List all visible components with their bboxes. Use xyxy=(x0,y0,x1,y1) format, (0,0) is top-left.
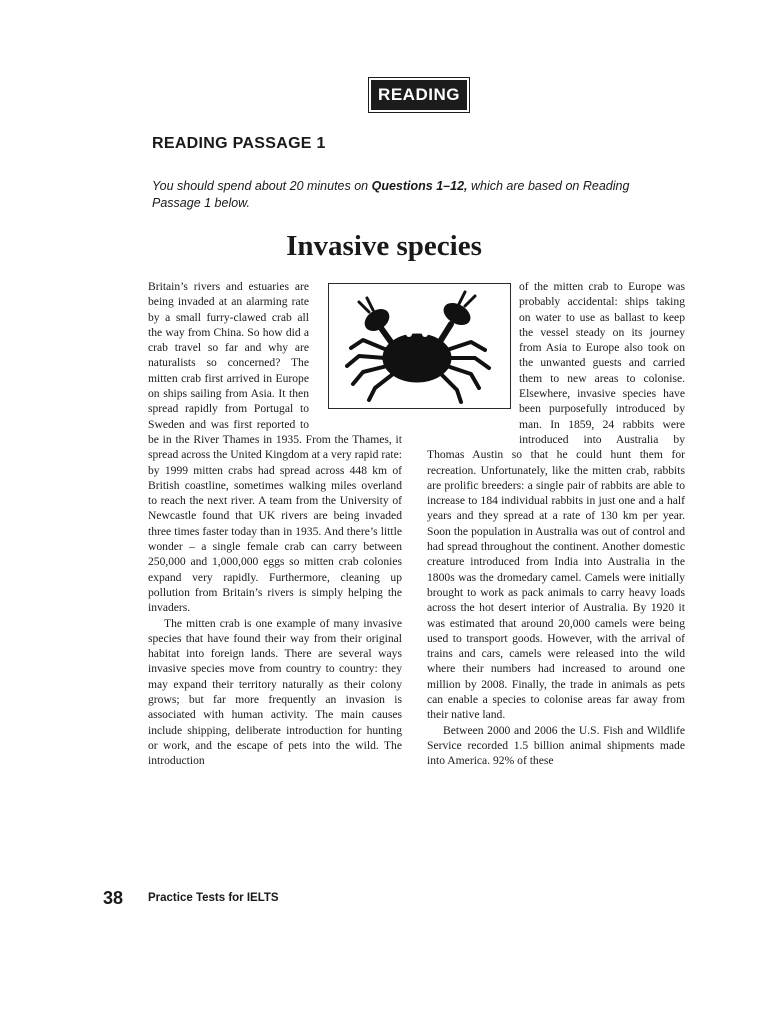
section-label: READING xyxy=(371,80,467,110)
page-number: 38 xyxy=(103,888,124,908)
instructions xyxy=(152,178,672,212)
mitten-crab-figure xyxy=(328,283,511,409)
article-title: Invasive species xyxy=(286,230,482,262)
crab-icon xyxy=(329,284,512,410)
article-paragraph: of the mitten crab to Europe was probably accidental: ships taking on water to use as ballast to keep the vessel steady on its journey from Asia to Europe also took on the unwanted guests and carried them to new areas to colonise. Elsewhere, invasive species have been purposefully introduced by man. In 1859, 24 rabbits were introduced into Australia by Thomas Austin so that he could hunt them for recreation. Unfortunately, like the mitten crab, rabbits are prolific breeders: a single pair of rabbits are able to increase to 184 individual rabbits in just one and a half years and they spread at a rate of 130 km per year. Soon the population in Australia was out of control and had spread throughout the continent. Another domestic creature introduced from India into Australia in the 1800s was the dromedary camel. Camels were initially brought to work as pack animals to carry heavy loads across the hot desert interior of Australia. By 1920 it was estimated that around 20,000 camels were being used to transport goods. However, with the arrival of trains and cars, camels were released into the wild where their numbers had increased to around one million by 2008. Finally, the trade in animals as pets can enable a species to colonise areas far away from their native land. xyxy=(427,280,685,722)
article-paragraph: Britain’s rivers and estuaries are being invaded at an alarming rate by a small furry-clawed crab all the way from China. So how did a crab travel so far and why are naturalists so concerned? The mitten crab first arrived in Europe on ships sailing from Asia. It then spread rapidly from Portugal to Sweden and was first reported to be in the River Thames in 1935. From the Thames, it spread across the United Kingdom at a very rapid rate: by 1999 mitten crabs had spread across 448 km of British coastline, sometimes walking miles overland to reach the next river. A team from the University of Newcastle found that UK rivers are being invaded three times faster today than in 1935. And there’s little wonder – a single female crab can carry between 250,000 and 1,000,000 eggs so mitten crab colonies expand very rapidly. Furthermore, cleaning up pollution from Britain’s rivers is simply helping the invaders. xyxy=(148,280,402,615)
article-paragraph: The mitten crab is one example of many invasive species that have found their way from their original habitat into foreign lands. There are several ways invasive species move from country to country: they may expand their territory naturally as their colony grows; but far more frequently an invasion is associated with human activity. The main causes include shipping, deliberate introduction for hunting or work, and the escape of pets into the wild. The introduction xyxy=(148,616,402,768)
article-paragraph: Between 2000 and 2006 the U.S. Fish and Wildlife Service recorded 1.5 billion animal shipments made into America. 92% of these xyxy=(427,723,685,768)
instructions-before: You should spend about 20 minutes on xyxy=(152,179,372,193)
instructions-after: which are based on Reading Passage 1 below. xyxy=(152,179,630,210)
book-title: Practice Tests for IELTS xyxy=(148,892,279,904)
passage-heading: READING PASSAGE 1 xyxy=(152,135,326,152)
instructions-emphasis: Questions 1–12, xyxy=(371,179,468,193)
